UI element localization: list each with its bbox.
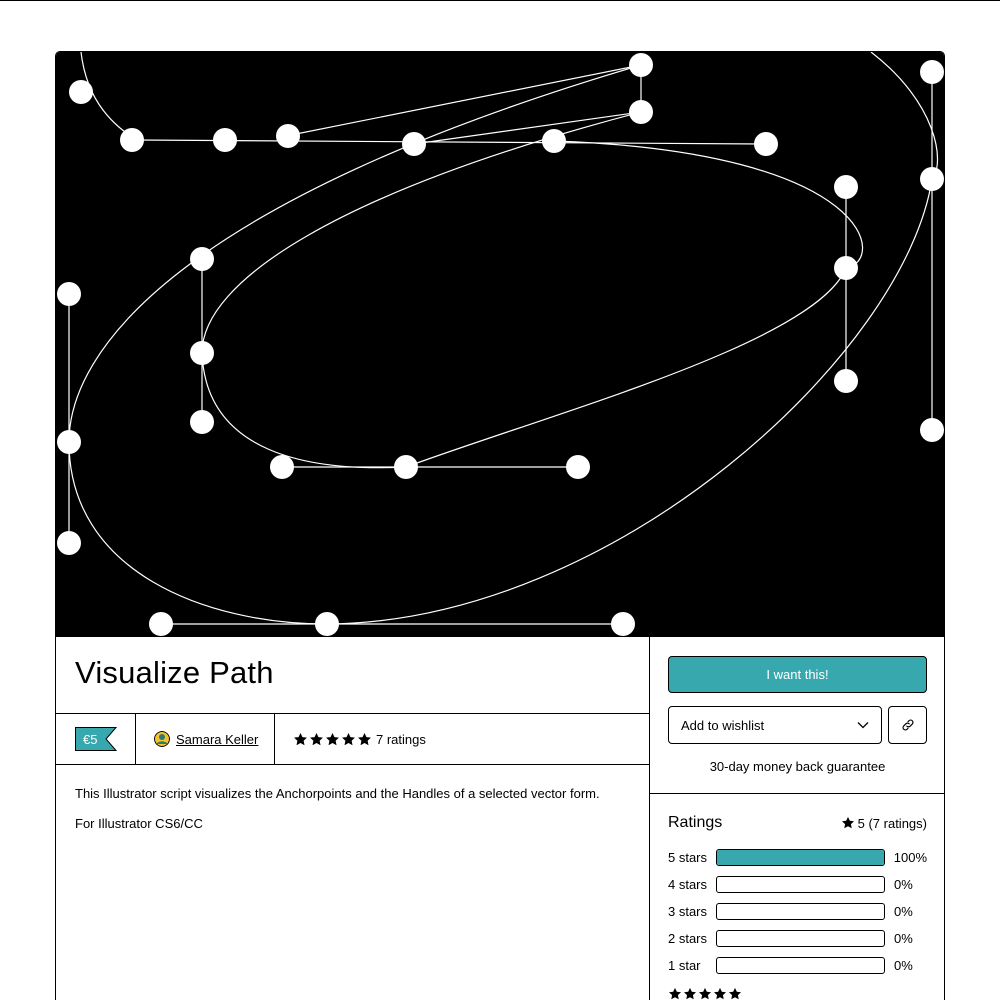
author-cell — [136, 714, 275, 764]
product-info — [56, 636, 649, 1000]
anchor-point — [542, 129, 566, 153]
product-title: Visualize Path — [75, 655, 274, 690]
wishlist-button[interactable] — [668, 706, 882, 744]
purchase-panel — [649, 636, 945, 1000]
rating-row-4 — [668, 871, 927, 898]
rating-row-percent: 100% — [893, 850, 927, 865]
wishlist-row — [668, 706, 927, 744]
description-paragraph: This Illustrator script visualizes the Anchorpoints and the Handles of a selected vector form. — [75, 786, 600, 801]
rating-row-1 — [668, 952, 927, 979]
product-card — [55, 51, 945, 1000]
rating-bar — [716, 957, 885, 974]
product-description — [56, 765, 649, 865]
anchor-point — [834, 369, 858, 393]
star-icon — [357, 732, 372, 747]
description-paragraph: For Illustrator CS6/CC — [75, 816, 203, 831]
rating-row-label: 4 stars — [668, 877, 708, 892]
title-section — [56, 637, 649, 714]
anchor-point — [149, 612, 173, 636]
ratings-summary — [841, 816, 927, 831]
rating-row-label: 2 stars — [668, 931, 708, 946]
anchor-point — [611, 612, 635, 636]
price-value: €5 — [83, 731, 98, 747]
rating-row-label: 3 stars — [668, 904, 708, 919]
anchor-point — [190, 410, 214, 434]
cover-illustration — [56, 52, 944, 636]
star-icon — [293, 732, 308, 747]
buy-section — [650, 637, 945, 794]
anchor-point — [402, 132, 426, 156]
rating-row-percent: 0% — [894, 931, 913, 946]
anchor-point — [69, 80, 93, 104]
anchor-point — [190, 247, 214, 271]
rating-row-label: 1 star — [668, 958, 701, 973]
rating-row-5 — [668, 844, 927, 871]
anchor-point — [754, 132, 778, 156]
ratings-title: Ratings — [668, 814, 723, 831]
rating-row-percent: 0% — [894, 904, 913, 919]
chevron-down-icon — [857, 721, 869, 729]
rating-stars — [293, 732, 373, 747]
price-tag — [75, 727, 117, 751]
guarantee-text: 30-day money back guarantee — [709, 759, 886, 774]
anchor-point — [190, 341, 214, 365]
anchor-point — [920, 167, 944, 191]
anchor-point — [394, 455, 418, 479]
anchor-point — [629, 100, 653, 124]
anchor-point — [270, 455, 294, 479]
product-cover-image — [56, 52, 944, 636]
anchor-point — [57, 430, 81, 454]
buy-button[interactable]: I want this! — [668, 656, 927, 693]
anchor-point — [276, 124, 300, 148]
anchor-point — [57, 531, 81, 555]
star-icon — [683, 987, 697, 1000]
rating-row-percent: 0% — [894, 877, 913, 892]
anchor-point — [920, 418, 944, 442]
anchor-point — [834, 256, 858, 280]
star-icon — [841, 816, 855, 830]
top-divider — [0, 0, 1000, 1]
anchor-point — [213, 128, 237, 152]
star-icon — [309, 732, 324, 747]
rating-cell[interactable] — [275, 714, 426, 764]
rating-bar — [716, 876, 885, 893]
rating-row-2 — [668, 925, 927, 952]
avatar-icon — [154, 731, 170, 747]
wishlist-label: Add to wishlist — [681, 717, 765, 733]
rating-row-label: 5 stars — [668, 850, 708, 865]
anchor-point — [629, 53, 653, 77]
product-meta — [56, 714, 649, 765]
star-icon — [713, 987, 727, 1000]
star-icon — [325, 732, 340, 747]
anchor-point — [566, 455, 590, 479]
link-icon — [901, 718, 915, 732]
ratings-summary-text: 5 (7 ratings) — [857, 815, 927, 831]
ratings-count: 7 ratings — [376, 731, 426, 747]
rating-bar-fill — [717, 850, 884, 865]
review-stars-row — [668, 987, 927, 1000]
ratings-header — [668, 814, 927, 832]
star-icon — [698, 987, 712, 1000]
star-icon — [668, 987, 682, 1000]
price-cell — [56, 714, 136, 764]
ratings-section — [650, 794, 945, 1000]
rating-bar — [716, 930, 885, 947]
rating-row-percent: 0% — [894, 958, 913, 973]
share-link-button[interactable] — [888, 706, 927, 744]
rating-row-3 — [668, 898, 927, 925]
anchor-point — [920, 60, 944, 84]
anchor-point — [57, 282, 81, 306]
rating-bar — [716, 903, 885, 920]
anchor-point — [315, 612, 339, 636]
rating-bar — [716, 849, 885, 866]
anchor-point — [120, 128, 144, 152]
anchor-point — [834, 175, 858, 199]
star-icon — [341, 732, 356, 747]
star-icon — [728, 987, 742, 1000]
author-link[interactable]: Samara Keller — [176, 731, 259, 747]
